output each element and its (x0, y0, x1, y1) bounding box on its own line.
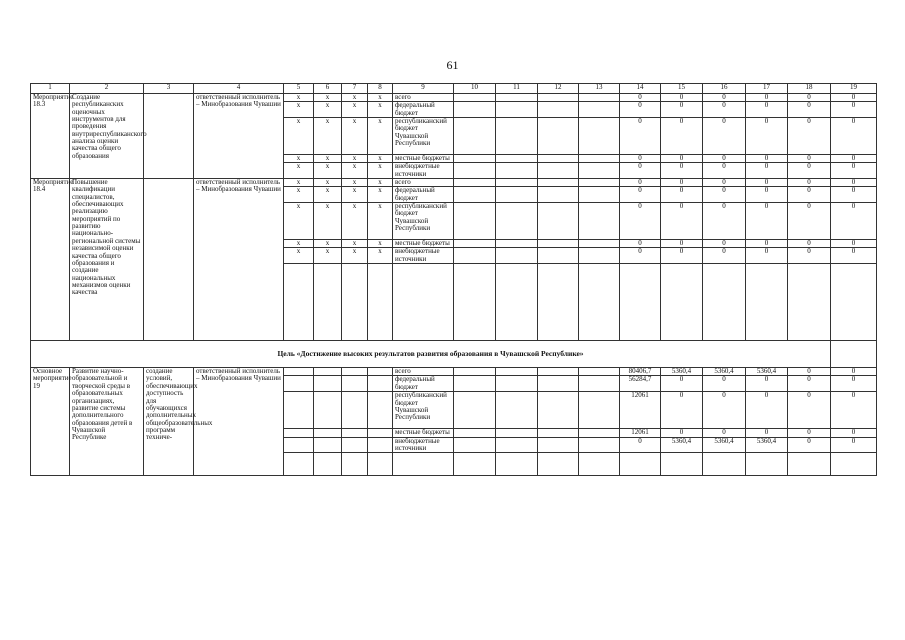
event-name: Мероприятие 18.3 (31, 94, 70, 179)
funding-source: республиканский бюджет Чувашской Республики (393, 392, 454, 429)
column-header: 12 (538, 84, 579, 94)
event-description: Развитие научно-образовательной и творческой среды в образовательных организациях, развитие системы дополнительного образования детей в Чувашской Республике (70, 368, 144, 476)
event-executor: ответственный исполнитель – Минобразования Чувашии (194, 368, 284, 476)
funding-source: федеральный бюджет (393, 187, 454, 203)
column-header: 10 (454, 84, 496, 94)
event-description: Повышение квалификации специалистов, обеспечивающих реализацию мероприятий по развитию национально-региональной системы независимой оценки качества общего образования и создание национальных механизмов оценки качества (70, 179, 144, 341)
table-row: x x x x республиканский бюджет Чувашской Республики 0 0 0 0 0 0 (31, 203, 877, 240)
goal-heading: Цель «Достижение высоких результатов развития образования в Чувашской Республике» (31, 341, 831, 368)
table-row: Мероприятие 18.4 Повышение квалификации специалистов, обеспечивающих реализацию мероприятий по развитию национально-региональной системы независимой оценки качества общего образования и создание национальных механизмов оценки качества ответственный исполнитель – Минобразования Чувашии x x x x всего 0 0 0 0 0 0 (31, 179, 877, 187)
table-row: местные бюджеты 12061 0 0 0 0 0 (31, 429, 877, 437)
column-header: 9 (393, 84, 454, 94)
funding-source: внебюджетные источники (393, 437, 454, 453)
table-row: x x x x местные бюджеты 0 0 0 0 0 0 (31, 155, 877, 163)
table-row: республиканский бюджет Чувашской Республики 12061 0 0 0 0 0 (31, 392, 877, 429)
column-header: 19 (831, 84, 877, 94)
funding-source: местные бюджеты (393, 240, 454, 248)
column-header: 7 (342, 84, 368, 94)
table-row: x x x x местные бюджеты 0 0 0 0 0 0 (31, 240, 877, 248)
event-name: Мероприятие 18.4 (31, 179, 70, 341)
column-number-row (31, 84, 877, 94)
event-executor: ответственный исполнитель – Минобразования Чувашии (194, 94, 284, 179)
column-header: 8 (368, 84, 393, 94)
funding-source: федеральный бюджет (393, 376, 454, 392)
table-row: федеральный бюджет 56284,7 0 0 0 0 0 (31, 376, 877, 392)
funding-source: внебюджетные источники (393, 248, 454, 264)
page-number: 61 (446, 58, 459, 72)
funding-source: всего (393, 94, 454, 102)
column-header: 15 (661, 84, 703, 94)
funding-source: местные бюджеты (393, 155, 454, 163)
goal-row (31, 341, 877, 368)
column-header: 2 (70, 84, 144, 94)
table-row: Основное мероприятие 19 Развитие научно-образовательной и творческой среды в образовательных организациях, развитие системы дополнительного образования детей в Чувашской Республике создание условий, обеспечивающих доступность для обучающихся дополнительных общеобразовательных программ техниче- ответственный исполнитель – Минобразования Чувашии всего 80406,7 5360,4 5360,4 5360,4 0 0 (31, 368, 877, 376)
column-header: 6 (314, 84, 342, 94)
column-header: 11 (496, 84, 538, 94)
program-table (30, 83, 877, 476)
column-header: 13 (579, 84, 620, 94)
funding-source: федеральный бюджет (393, 102, 454, 118)
event-expected-result: создание условий, обеспечивающих доступность для обучающихся дополнительных общеобразовательных программ техниче- (144, 368, 194, 476)
table-row: x x x x федеральный бюджет 0 0 0 0 0 0 (31, 102, 877, 118)
table-row: x x x x республиканский бюджет Чувашской Республики 0 0 0 0 0 0 (31, 118, 877, 155)
funding-source: внебюджетные источники (393, 163, 454, 179)
column-header: 16 (703, 84, 746, 94)
event-name: Основное мероприятие 19 (31, 368, 70, 476)
column-header: 3 (144, 84, 194, 94)
table-row: Мероприятие 18.3 Создание республиканских оценочных инструментов для проведения внутриреспубликанского анализа оценки качества общего образования ответственный исполнитель – Минобразования Чувашии x x x x всего 0 0 0 0 0 0 (31, 94, 877, 102)
table-row: x x x x федеральный бюджет 0 0 0 0 0 0 (31, 187, 877, 203)
table-row: x x x x внебюджетные источники 0 0 0 0 0 0 (31, 163, 877, 179)
table-row: внебюджетные источники 0 5360,4 5360,4 5360,4 0 0 (31, 437, 877, 453)
column-header: 1 (31, 84, 70, 94)
column-header: 4 (194, 84, 284, 94)
column-header: 17 (746, 84, 788, 94)
funding-source: всего (393, 368, 454, 376)
event-description: Создание республиканских оценочных инструментов для проведения внутриреспубликанского анализа оценки качества общего образования (70, 94, 144, 179)
funding-source: республиканский бюджет Чувашской Республики (393, 203, 454, 240)
column-header: 5 (284, 84, 314, 94)
table-row: x x x x внебюджетные источники 0 0 0 0 0 0 (31, 248, 877, 264)
column-header: 14 (620, 84, 661, 94)
event-executor: ответственный исполнитель – Минобразования Чувашии (194, 179, 284, 341)
funding-source: всего (393, 179, 454, 187)
funding-source: республиканский бюджет Чувашской Республики (393, 118, 454, 155)
funding-source: местные бюджеты (393, 429, 454, 437)
column-header: 18 (788, 84, 831, 94)
